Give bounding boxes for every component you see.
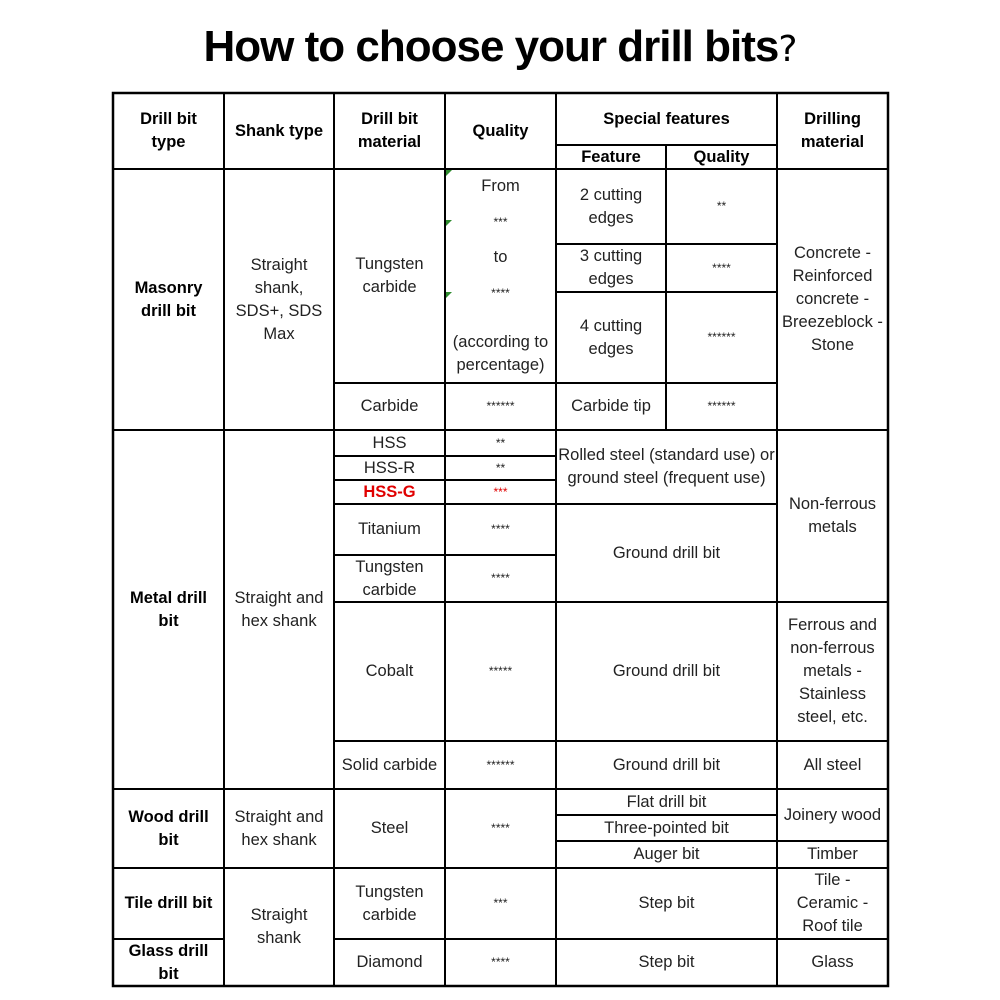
tile-feature: Step bit bbox=[638, 894, 695, 912]
wood-material: Steel bbox=[370, 819, 409, 837]
metal-solid-carbide: Solid carbide bbox=[341, 755, 438, 774]
metal-hss-quality: ** bbox=[495, 435, 506, 450]
metal-all-steel: All steel bbox=[803, 755, 862, 774]
glass-type: Glass drill bit bbox=[128, 941, 209, 983]
metal-ground-bit-3: Ground drill bit bbox=[612, 755, 721, 774]
metal-type: Metal drill bit bbox=[129, 588, 207, 630]
wood-type: Wood drill bit bbox=[128, 807, 209, 849]
masonry-quality-range bbox=[445, 169, 556, 383]
metal-non-ferrous: Non-ferrous metals bbox=[788, 495, 877, 536]
masonry-feature-4-edges: 4 cutting edges bbox=[579, 316, 643, 358]
wood-auger-bit: Auger bit bbox=[633, 845, 700, 863]
header-shank-type: Shank type bbox=[234, 121, 324, 140]
header-feature: Feature bbox=[581, 147, 641, 166]
glass-material: Diamond bbox=[356, 953, 423, 971]
header-special-features: Special features bbox=[603, 109, 730, 128]
glass-quality: **** bbox=[491, 955, 510, 969]
metal-hss-g-quality: *** bbox=[493, 484, 508, 499]
quality-max-stars: **** bbox=[491, 285, 510, 300]
tile-type: Tile drill bit bbox=[124, 894, 213, 912]
header-drill-bit-type: Drill bit type bbox=[140, 110, 197, 151]
wood-three-pointed-bit: Three-pointed bit bbox=[604, 818, 729, 837]
metal-shank: Straight and hex shank bbox=[234, 588, 324, 630]
metal-tungsten-carbide: Tungsten carbide bbox=[355, 557, 424, 599]
metal-hss: HSS bbox=[372, 433, 407, 452]
metal-solid-carbide-quality: ****** bbox=[486, 757, 515, 772]
masonry-feature-3-edges-quality: **** bbox=[712, 260, 731, 275]
masonry-carbide: Carbide bbox=[360, 397, 419, 415]
masonry-carbide-tip-quality: ****** bbox=[707, 399, 736, 413]
wood-joinery: Joinery wood bbox=[783, 805, 882, 824]
masonry-feature-3-edges: 3 cutting edges bbox=[579, 247, 643, 288]
header-quality: Quality bbox=[472, 121, 529, 140]
metal-hss-g: HSS-G bbox=[363, 482, 416, 501]
masonry-feature-2-edges: 2 cutting edges bbox=[579, 185, 643, 227]
masonry-type: Masonry drill bit bbox=[134, 278, 203, 320]
masonry-drilling-material: Concrete - Reinforced concrete - Breezeblock - Stone bbox=[782, 244, 883, 354]
metal-titanium-quality: **** bbox=[491, 522, 510, 536]
metal-tungsten-quality: **** bbox=[491, 571, 510, 585]
header-feature-quality: Quality bbox=[693, 147, 750, 166]
metal-ferrous: Ferrous and non-ferrous metals - Stainless steel, etc. bbox=[788, 616, 877, 726]
metal-cobalt-quality: ***** bbox=[488, 664, 513, 678]
metal-titanium: Titanium bbox=[358, 520, 421, 538]
quality-from: From bbox=[481, 177, 520, 195]
title-question-mark: ? bbox=[778, 29, 797, 70]
tile-quality: *** bbox=[493, 896, 508, 910]
glass-drilling: Glass bbox=[811, 953, 854, 971]
metal-rolled-steel: Rolled steel (standard use) or ground steel (frequent use) bbox=[558, 446, 775, 487]
masonry-tungsten-carbide: Tungsten carbide bbox=[355, 255, 424, 296]
metal-hss-r-quality: ** bbox=[495, 460, 506, 475]
wood-flat-bit: Flat drill bit bbox=[626, 792, 707, 811]
tile-glass-shank: Straight shank bbox=[250, 906, 308, 947]
metal-ground-bit-2: Ground drill bit bbox=[612, 662, 721, 680]
quality-note: (according to percentage) bbox=[452, 333, 549, 374]
wood-quality: **** bbox=[491, 821, 510, 835]
header-drilling-material: Drilling material bbox=[800, 110, 865, 151]
masonry-feature-2-edges-quality: ** bbox=[716, 199, 727, 213]
metal-cobalt: Cobalt bbox=[365, 662, 414, 680]
masonry-shank: Straight shank, SDS+, SDS Max bbox=[235, 255, 323, 343]
wood-timber: Timber bbox=[807, 845, 858, 863]
quality-to: to bbox=[493, 248, 508, 266]
quality-min-stars: *** bbox=[493, 214, 508, 229]
metal-ground-bit-1: Ground drill bit bbox=[612, 543, 721, 562]
masonry-feature-4-edges-quality: ****** bbox=[707, 330, 736, 344]
metal-hss-r: HSS-R bbox=[363, 458, 416, 477]
title-text: How to choose your drill bits bbox=[203, 22, 779, 71]
header-drill-bit-material: Drill bit material bbox=[357, 110, 422, 151]
tile-material: Tungsten carbide bbox=[355, 882, 424, 924]
wood-shank: Straight and hex shank bbox=[234, 807, 324, 849]
masonry-carbide-tip: Carbide tip bbox=[571, 397, 651, 415]
masonry-carbide-quality: ****** bbox=[486, 399, 515, 413]
tile-drilling: Tile - Ceramic - Roof tile bbox=[796, 871, 869, 935]
glass-feature: Step bit bbox=[638, 953, 695, 971]
